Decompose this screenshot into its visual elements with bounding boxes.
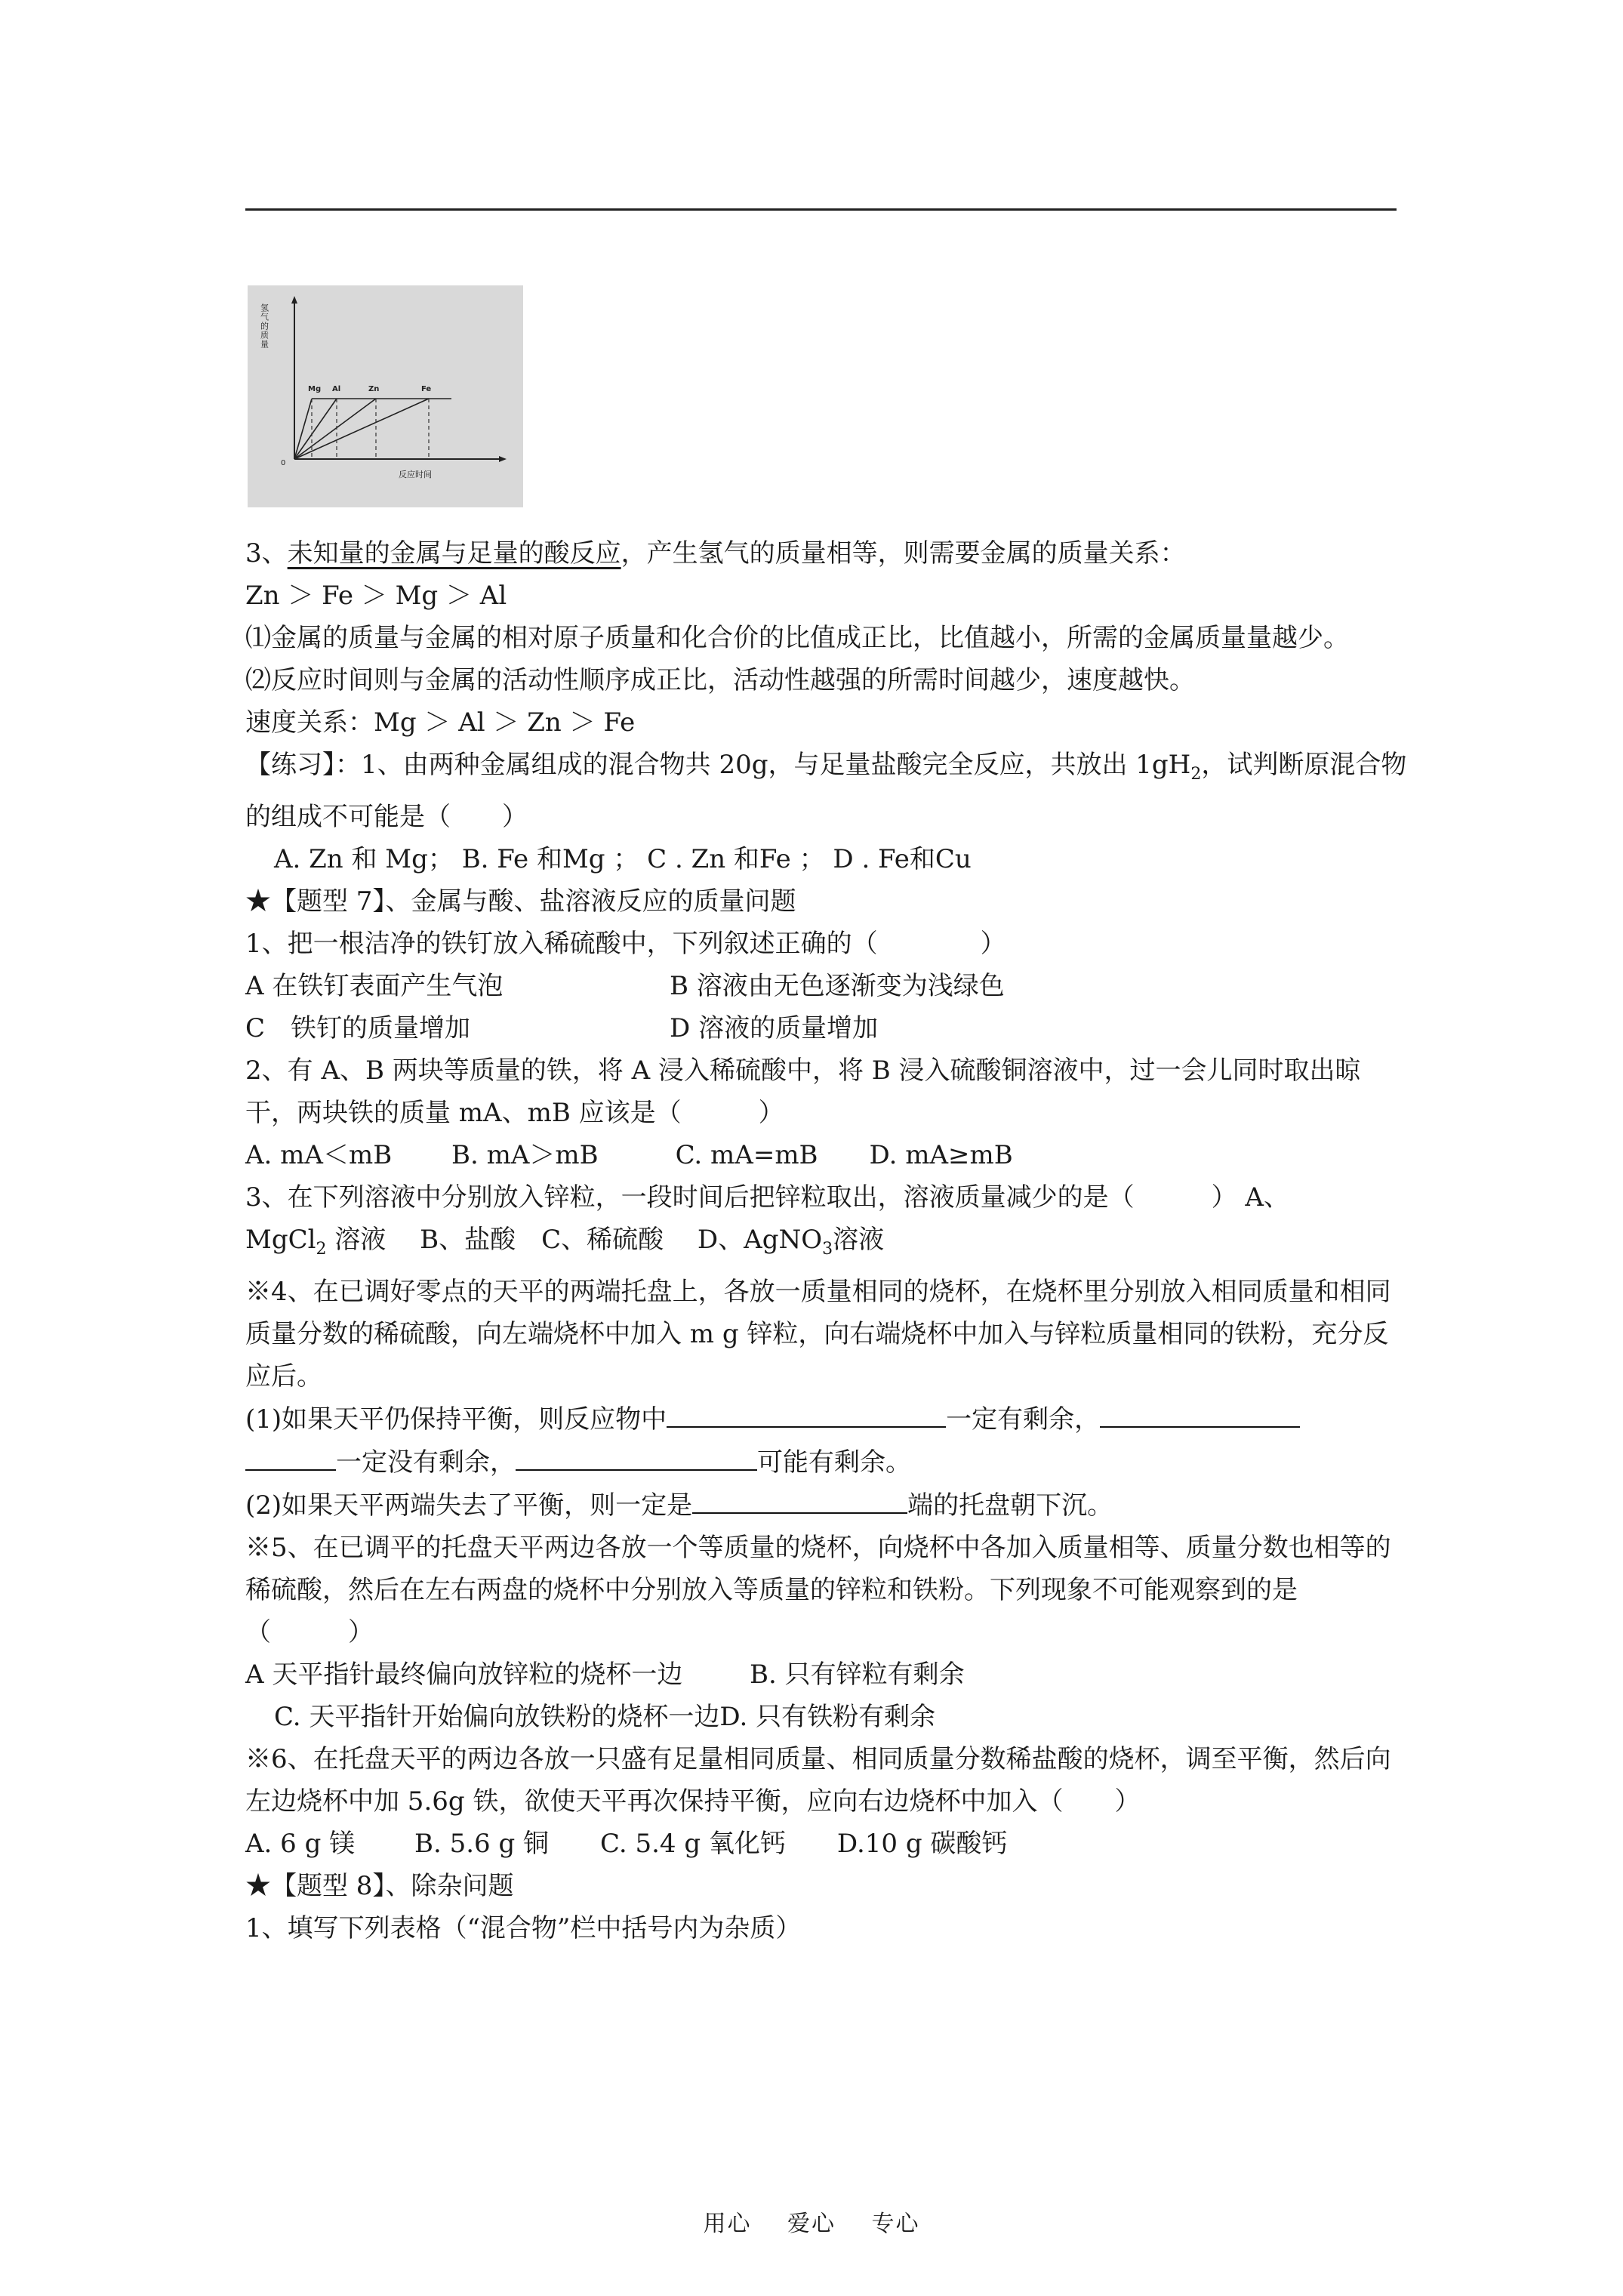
rule3-underlined: 未知量的金属与足量的酸反应: [287, 538, 621, 569]
q6-options: A. 6 g 镁 B. 5.6 g 铜 C. 5.4 g 氧化钙 D.10 g 碳酸钙: [245, 1828, 1008, 1859]
type8-heading: ★【题型 8】、除杂问题: [245, 1870, 514, 1901]
practice-1-b: ，试判断原混合物的组成不可能是（ ）: [245, 750, 1407, 832]
answer-blank-4[interactable]: [692, 1484, 907, 1514]
q3-c: 溶液: [833, 1224, 885, 1255]
answer-blank-3[interactable]: [516, 1441, 757, 1471]
page-footer: [0, 2205, 1623, 2238]
footer-word-1: 用心: [703, 2211, 752, 2237]
q1-option-a: A 在铁钉表面产生气泡: [245, 970, 504, 1001]
q5-option-a: A 天平指针最终偏向放锌粒的烧杯一边: [245, 1659, 683, 1690]
q1-options-ab: [245, 965, 1408, 1007]
q6-stem: ※6、在托盘天平的两边各放一只盛有足量相同质量、相同质量分数稀盐酸的烧杯，调至平衡，然后向左边烧杯中加 5.6g 铁，欲使天平再次保持平衡，应向右边烧杯中加入（ ）: [245, 1743, 1391, 1817]
q1-options-cd: [245, 1007, 1408, 1049]
practice-1-a: 【练习】：1、由两种金属组成的混合物共 20g，与足量盐酸完全反应，共放出 1gH: [245, 750, 1191, 780]
footer-word-3: 专心: [871, 2211, 920, 2237]
x-axis-arrow: [499, 456, 507, 462]
q4-part2: [245, 1484, 1408, 1527]
series-label-al: Al: [332, 385, 341, 393]
rule3-rest: ，产生氢气的质量相等，则需要金属的质量关系：: [621, 538, 1186, 569]
q4-part1: [245, 1398, 1408, 1441]
hydrogen-mass-graph: [248, 285, 523, 507]
q4-part1-d: 可能有剩余。: [757, 1447, 911, 1478]
q1-option-b: B 溶液由无色逐渐变为浅绿色: [670, 970, 1005, 1001]
header-rule: [245, 208, 1397, 211]
y-axis-arrow: [291, 296, 297, 304]
q2-stem: 2、有 A、B 两块等质量的铁，将 A 浸入稀硫酸中，将 B 浸入硫酸铜溶液中，过一会儿同时取出晾干，两块铁的质量 mA、mB 应该是（ ）: [245, 1055, 1361, 1128]
q3-sub1: 2: [316, 1239, 327, 1259]
mass-order: Zn ＞ Fe ＞ Mg ＞ Al: [245, 581, 507, 611]
q4-part2-a: (2)如果天平两端失去了平衡，则一定是: [245, 1490, 693, 1521]
x-axis-label: 反应时间: [399, 470, 432, 479]
document-body: [245, 532, 1408, 1949]
zn-line: [294, 399, 376, 459]
q4-part1-a: (1)如果天平仍保持平衡，则反应物中: [245, 1404, 667, 1435]
footer-word-2: 爱心: [787, 2211, 836, 2237]
type7-heading: ★【题型 7】、金属与酸、盐溶液反应的质量问题: [245, 886, 796, 917]
q5-stem: ※5、在已调平的托盘天平两边各放一个等质量的烧杯，向烧杯中各加入质量相等、质量分数也相等的稀硫酸，然后在左右两盘的烧杯中分别放入等质量的锌粒和铁粉。下列现象不可能观察到的是（ ）: [245, 1532, 1391, 1647]
rule3-number: 3、: [245, 538, 288, 569]
q1-option-d: D 溶液的质量增加: [670, 1012, 879, 1043]
series-label-mg: Mg: [308, 385, 322, 393]
q1-stem: 1、把一根洁净的铁钉放入稀硫酸中，下列叙述正确的（ ）: [245, 928, 1006, 959]
q3-options: [245, 1219, 1408, 1271]
q3-sub2: 3: [822, 1239, 833, 1259]
answer-blank-1[interactable]: [667, 1398, 946, 1428]
y-axis-label: 氢气的质量: [259, 304, 269, 349]
practice-1: [245, 744, 1408, 838]
graph-svg: [248, 285, 523, 507]
mg-line: [294, 399, 312, 459]
practice-1-sub: 2: [1190, 764, 1202, 784]
note-2: ⑵反应时间则与金属的活动性顺序成正比，活动性越强的所需时间越少，速度越快。: [245, 665, 1195, 695]
q4-part1-cont: [245, 1441, 1408, 1484]
type8-q1: 1、填写下列表格（“混合物”栏中括号内为杂质）: [245, 1912, 802, 1943]
speed-order: 速度关系：Mg ＞ Al ＞ Zn ＞ Fe: [245, 707, 636, 738]
q2-options: A. mA＜mB B. mA＞mB C. mA=mB D. mA≥mB: [245, 1139, 1013, 1170]
origin-label: 0: [281, 459, 286, 467]
q5-option-d: D. 只有铁粉有剩余: [719, 1701, 936, 1732]
q5-options-cd: [245, 1696, 1408, 1738]
q4-part2-b: 端的托盘朝下沉。: [907, 1490, 1113, 1521]
series-label-fe: Fe: [421, 385, 432, 393]
q4-part1-c: 一定没有剩余，: [336, 1447, 516, 1478]
q1-option-c: C 铁钉的质量增加: [245, 1012, 471, 1043]
note-1: ⑴金属的质量与金属的相对原子质量和化合价的比值成正比，比值越小，所需的金属质量量越少。: [245, 623, 1349, 653]
rule3-line: [245, 532, 1408, 575]
q4-stem: ※4、在已调好零点的天平的两端托盘上，各放一质量相同的烧杯，在烧杯里分别放入相同质量和相同质量分数的稀硫酸，向左端烧杯中加入 m g 锌粒，向右端烧杯中加入与锌粒质量相同的铁粉，充分反应后。: [245, 1276, 1391, 1391]
q4-part1-b: 一定有剩余，: [946, 1404, 1101, 1435]
practice-1-options: A. Zn 和 Mg； B. Fe 和Mg ； C . Zn 和Fe ； D . Fe和Cu: [274, 843, 972, 874]
answer-blank-2-cont[interactable]: [245, 1441, 336, 1471]
q3-stem: 3、在下列溶液中分别放入锌粒，一段时间后把锌粒取出，溶液质量减少的是（ ） A、: [245, 1182, 1289, 1213]
q5-options-ab: [245, 1653, 1408, 1696]
series-label-zn: Zn: [368, 385, 380, 393]
answer-blank-2[interactable]: [1100, 1398, 1300, 1428]
q5-option-b: B. 只有锌粒有剩余: [750, 1659, 965, 1690]
q5-option-c: C. 天平指针开始偏向放铁粉的烧杯一边: [274, 1701, 720, 1732]
fe-line: [294, 399, 429, 459]
q3-a: MgCl: [245, 1224, 316, 1255]
q3-b: 溶液 B、盐酸 C、稀硫酸 D、AgNO: [326, 1224, 823, 1255]
